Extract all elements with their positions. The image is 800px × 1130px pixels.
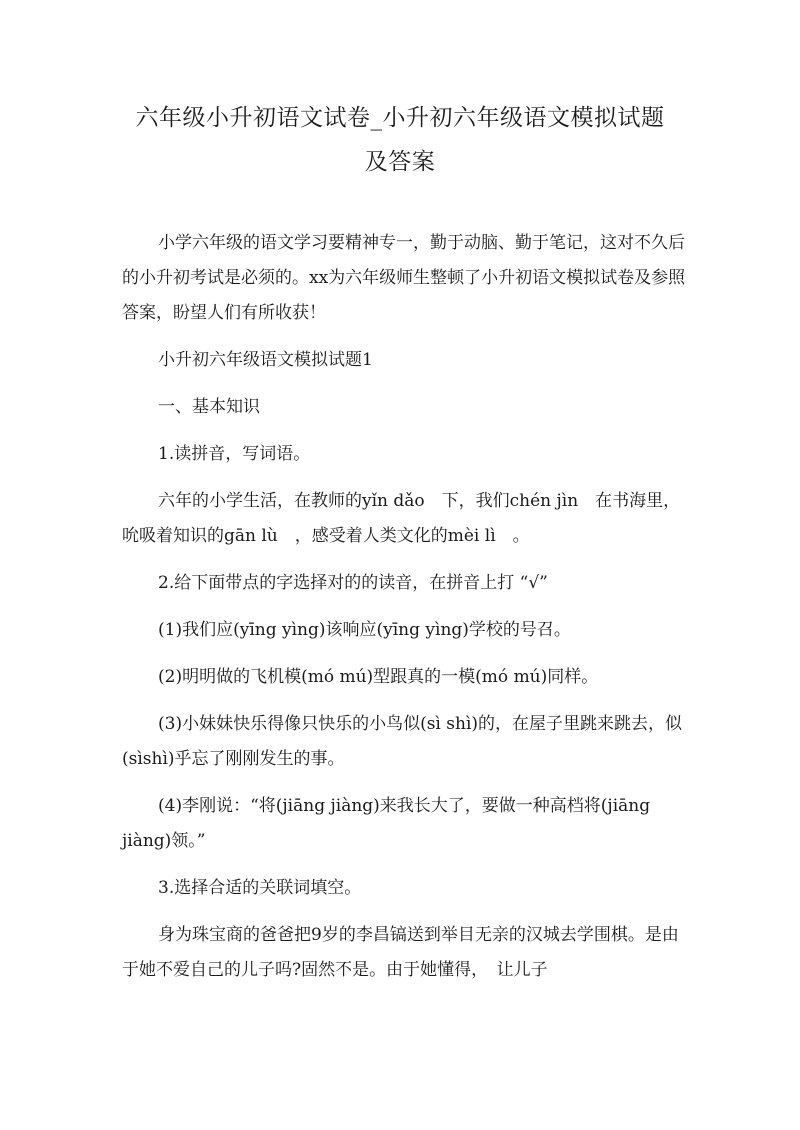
question-2-item-3: (3)小妹妹快乐得像只快乐的小鸟似(sì shì)的，在屋子里跳来跳去，似(sìshì)乎忘了刚刚发生的事。	[122, 714, 683, 769]
question-1-heading: 1.读拼音，写词语。	[158, 444, 311, 464]
document-title-line-2: 及答案	[364, 149, 436, 175]
question-2-heading: 2.给下面带点的字选择对的的读音，在拼音上打 “√”	[158, 573, 548, 593]
test-heading: 小升初六年级语文模拟试题1	[158, 350, 373, 370]
question-2-item-2: (2)明明做的飞机模(mó mú)型跟真的一模(mó mú)同样。	[158, 667, 599, 687]
question-1-text: 六年的小学生活，在教师的yǐn dǎo 下，我们chén jìn 在书海里，吮吸着知识的gān lù ，感受着人类文化的mèi lì 。	[122, 491, 681, 546]
intro-paragraph: 小学六年级的语文学习要精神专一，勤于动脑、勤于笔记，这对不久后的小升初考试是必须的。xx为六年级师生整顿了小升初语文模拟试卷及参照答案，盼望人们有所收获！	[122, 233, 686, 323]
question-2-item-4: (4)李刚说：“将(jiāng jiàng)来我长大了，要做一种高档将(jiāng jiàng)领。”	[122, 796, 651, 851]
question-3-heading: 3.选择合适的关联词填空。	[158, 878, 362, 898]
document-body	[122, 226, 692, 1000]
question-3-text: 身为珠宝商的爸爸把9岁的李昌镐送到举目无亲的汉城去学围棋。是由于她不爱自己的儿子吗?固然不是。由于她懂得， 让儿子	[122, 925, 679, 980]
document-title-line-1: 六年级小升初语文试卷_小升初六年级语文模拟试题	[135, 105, 665, 131]
section-heading: 一、基本知识	[158, 397, 260, 417]
question-2-item-1: (1)我们应(yīng yìng)该响应(yīng yìng)学校的号召。	[158, 620, 571, 640]
